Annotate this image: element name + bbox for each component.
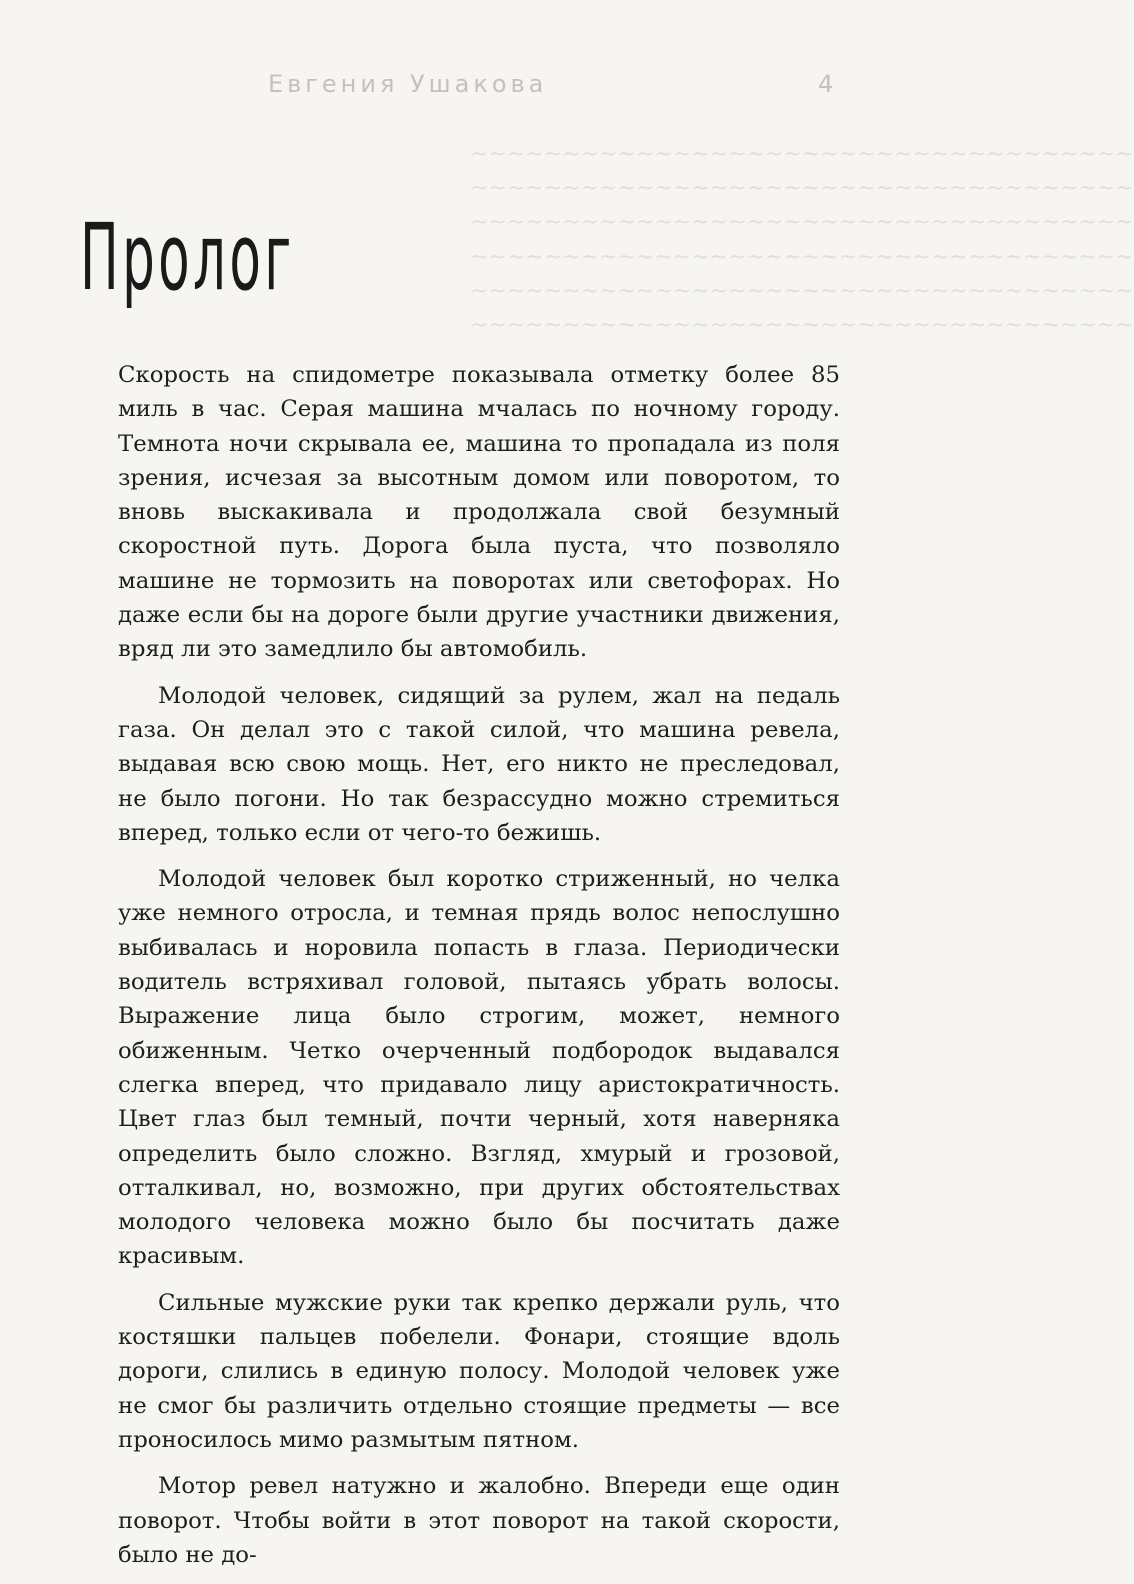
page-number: 4 [818,70,834,98]
chapter-title: Пролог [80,204,295,311]
paragraph: Скорость на спидометре показывала отметку более 85 миль в час. Серая машина мчалась по ночному городу. Темнота ночи скрывала ее, машина то пропадала из поля зрения, исчезая за высотным домом или поворотом, то вновь выскакивала и продолжала свой безумный скоростной путь. Дорога была пуста, что позволяло машине не тормозить на поворотах или светофорах. Но даже если бы на дороге были другие участники движения, вряд ли это замедлило бы автомобиль. [118,362,840,663]
running-header-author: Евгения Ушакова [268,70,548,98]
paragraph: Молодой человек, сидящий за рулем, жал на педаль газа. Он делал это с такой силой, что машина ревела, выдавая всю свою мощь. Нет, его никто не преследовал, не было погони. Но так безрассудно можно стремиться вперед, только если от чего-то бежишь. [118,682,840,846]
paragraph: Мотор ревел натужно и жалобно. Впереди еще один поворот. Чтобы войти в этот поворот на такой скорости, было не до- [118,1473,840,1568]
chapter-body [118,358,840,1584]
show-through-text: ~~~~~~~~~~~~~~~~~~~~~~~~~~~~~~~~~~~~ ~~~~~~~~~~~~~~~~~~~~~~~~~~~~~~~~~~~~ ~~~~~~~~~~~~~~~~~~~~~~~~~~~~~~~~~~~~ ~~~~~~~~~~~~~~~~~~~~~~~~~~~~~~~~~~~~ ~~~~~~~~~~~~~~~~~~~~~~~~~~~~~~~~~~~~ ~~~~~~~~~~~~~~~~~~~~~~~~~~~~~~~~~~~~ [470,142,1134,339]
paragraph: Молодой человек был коротко стриженный, но челка уже немного отросла, и темная прядь волос непослушно выбивалась и норовила попасть в глаза. Периодически водитель встряхивал головой, пытаясь убрать волосы. Выражение лица было строгим, может, немного обиженным. Четко очерченный подбородок выдавался слегка вперед, что придавало лицу аристократичность. Цвет глаз был темный, почти черный, хотя наверняка определить было сложно. Взгляд, хмурый и грозовой, отталкивал, но, возможно, при других обстоятельствах молодого человека можно было бы посчитать даже красивым. [118,866,840,1270]
paragraph: Сильные мужские руки так крепко держали руль, что костяшки пальцев побелели. Фонари, стоящие вдоль дороги, слились в единую полосу. Молодой человек уже не смог бы различить отдельно стоящие предметы — все проносилось мимо размытым пятном. [118,1289,840,1453]
